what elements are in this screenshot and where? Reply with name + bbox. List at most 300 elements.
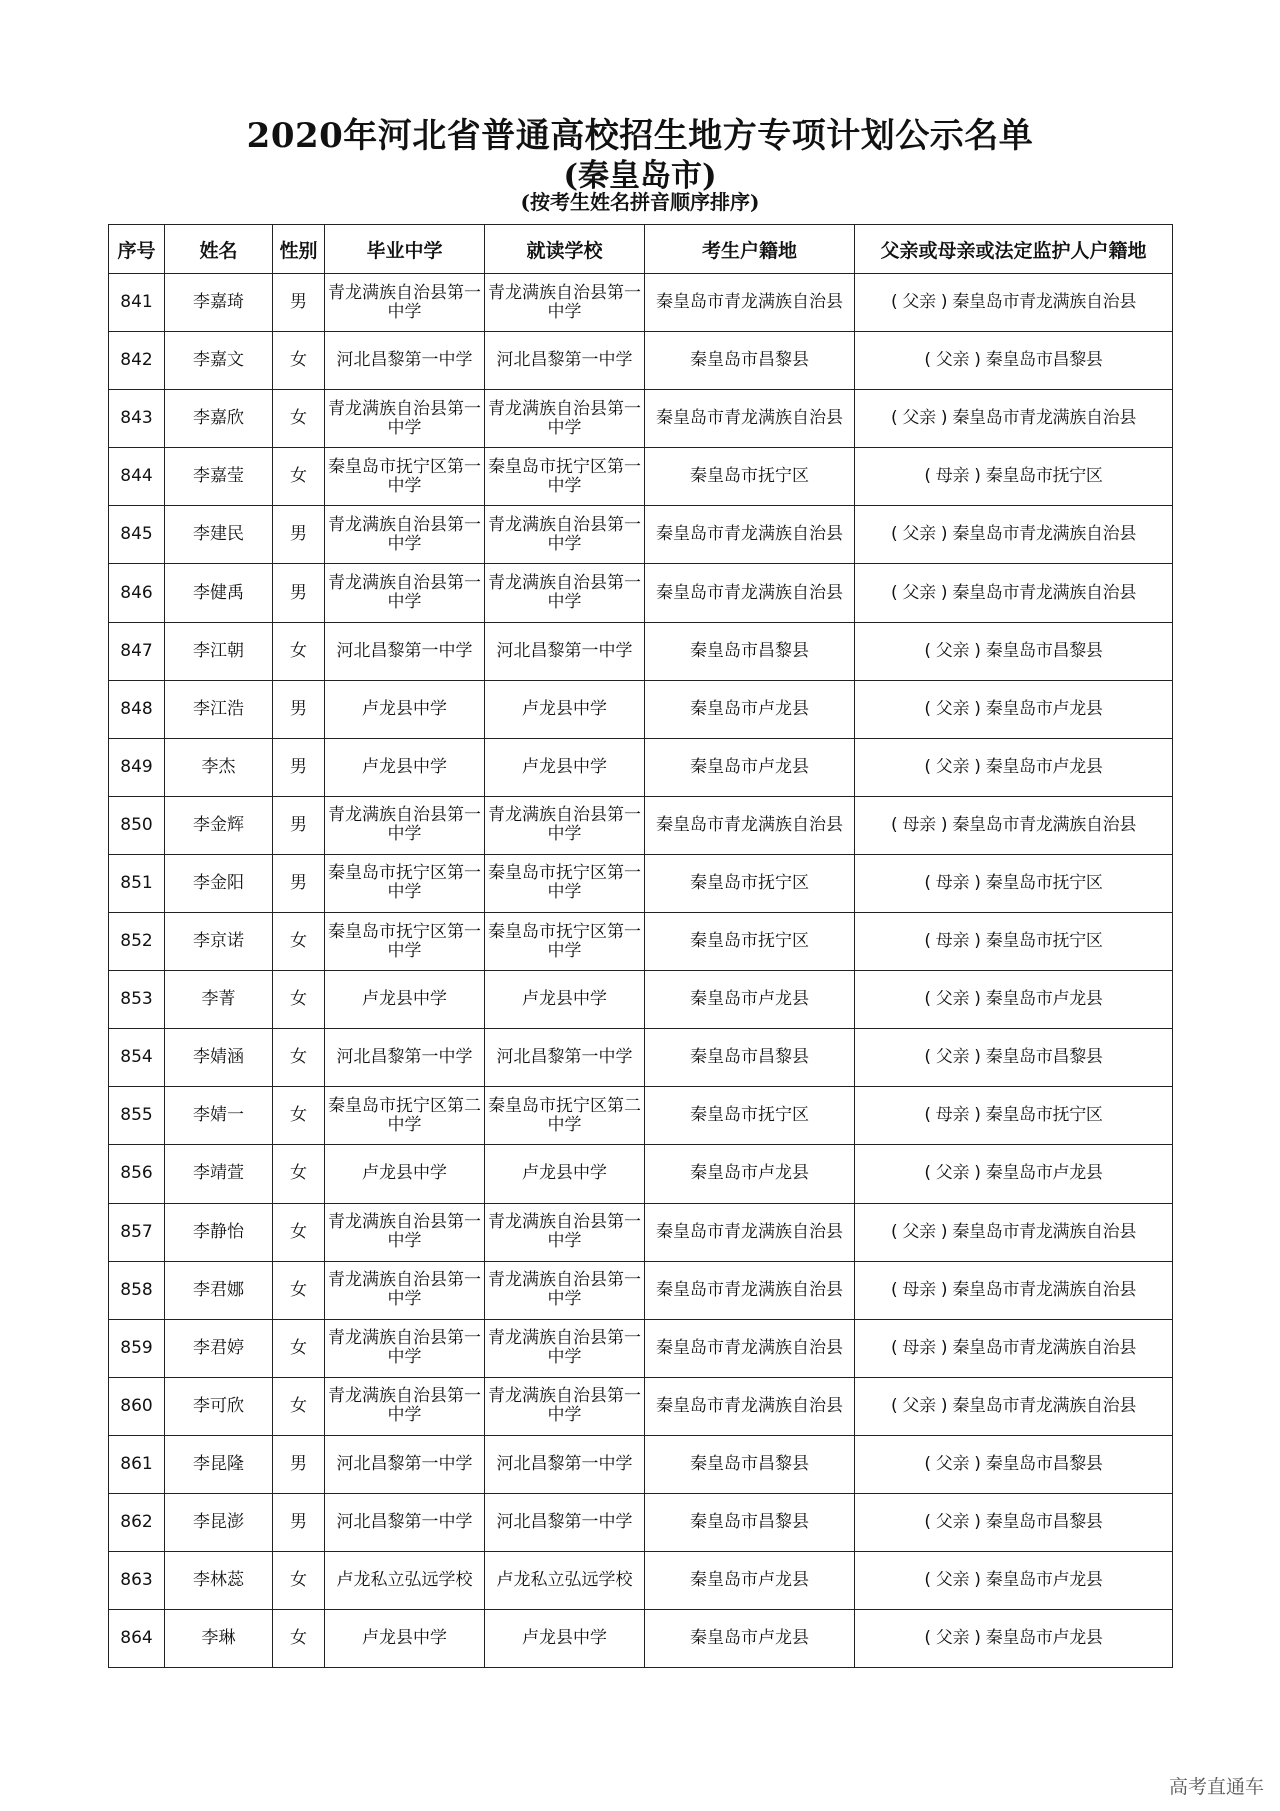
table-row <box>109 913 1173 971</box>
cell-gender: 男 <box>273 796 325 854</box>
cell-guardian-residence <box>855 1087 1173 1145</box>
cell-gender: 女 <box>273 1610 325 1668</box>
cell-guardian-residence <box>855 448 1173 506</box>
cell-residence: 秦皇岛市青龙满族自治县 <box>645 390 855 448</box>
cell-residence: 秦皇岛市卢龙县 <box>645 738 855 796</box>
cell-name: 李金辉 <box>165 796 273 854</box>
cell-seq: 842 <box>109 332 165 390</box>
cell-graduation-school: 青龙满族自治县第一中学 <box>325 1261 485 1319</box>
cell-name: 李昆澎 <box>165 1493 273 1551</box>
open-paren: ( <box>924 1570 936 1591</box>
cell-seq: 861 <box>109 1435 165 1493</box>
cell-current-school: 青龙满族自治县第一中学 <box>485 1261 645 1319</box>
cell-current-school: 青龙满族自治县第一中学 <box>485 390 645 448</box>
cell-residence: 秦皇岛市抚宁区 <box>645 448 855 506</box>
guardian-place: 秦皇岛市昌黎县 <box>985 1047 1103 1068</box>
guardian-place: 秦皇岛市青龙满族自治县 <box>952 408 1137 429</box>
table-row <box>109 332 1173 390</box>
close-paren: ) <box>969 1453 986 1474</box>
cell-seq: 841 <box>109 274 165 332</box>
cell-guardian-residence <box>855 1029 1173 1087</box>
close-paren: ) <box>969 872 986 893</box>
guardian-relation: 父亲 <box>935 1570 970 1591</box>
col-header-name: 姓名 <box>165 225 273 274</box>
cell-residence: 秦皇岛市青龙满族自治县 <box>645 1377 855 1435</box>
guardian-relation: 母亲 <box>935 872 970 893</box>
close-paren: ) <box>935 408 953 429</box>
cell-current-school: 河北昌黎第一中学 <box>485 1029 645 1087</box>
table-row <box>109 1087 1173 1145</box>
close-paren: ) <box>969 1628 986 1649</box>
close-paren: ) <box>969 1105 986 1126</box>
col-header-seq: 序号 <box>109 225 165 274</box>
guardian-place: 秦皇岛市青龙满族自治县 <box>952 292 1137 313</box>
open-paren: ( <box>924 1047 936 1068</box>
guardian-place: 秦皇岛市青龙满族自治县 <box>952 1279 1137 1300</box>
guardian-relation: 父亲 <box>902 582 936 603</box>
cell-seq: 859 <box>109 1319 165 1377</box>
cell-residence: 秦皇岛市青龙满族自治县 <box>645 564 855 622</box>
table-row <box>109 1377 1173 1435</box>
cell-gender: 男 <box>273 1435 325 1493</box>
table-row <box>109 1610 1173 1668</box>
cell-seq: 854 <box>109 1029 165 1087</box>
cell-residence: 秦皇岛市昌黎县 <box>645 1493 855 1551</box>
close-paren: ) <box>969 931 986 952</box>
cell-gender: 男 <box>273 854 325 912</box>
guardian-place: 秦皇岛市抚宁区 <box>985 466 1103 487</box>
guardian-relation: 母亲 <box>935 466 970 487</box>
cell-guardian-residence <box>855 332 1173 390</box>
cell-gender: 女 <box>273 1377 325 1435</box>
guardian-relation: 母亲 <box>902 1279 936 1300</box>
cell-current-school: 卢龙私立弘远学校 <box>485 1552 645 1610</box>
guardian-place: 秦皇岛市卢龙县 <box>985 698 1103 719</box>
open-paren: ( <box>890 814 903 835</box>
table-row <box>109 1319 1173 1377</box>
cell-gender: 女 <box>273 390 325 448</box>
close-paren: ) <box>969 1163 986 1184</box>
open-paren: ( <box>924 931 936 952</box>
guardian-place: 秦皇岛市昌黎县 <box>985 1453 1103 1474</box>
cell-name: 李可欣 <box>165 1377 273 1435</box>
guardian-relation: 母亲 <box>902 814 936 835</box>
guardian-place: 秦皇岛市青龙满族自治县 <box>952 814 1137 835</box>
cell-name: 李君娜 <box>165 1261 273 1319</box>
cell-gender: 女 <box>273 1203 325 1261</box>
cell-graduation-school: 秦皇岛市抚宁区第一中学 <box>325 913 485 971</box>
cell-residence: 秦皇岛市卢龙县 <box>645 971 855 1029</box>
guardian-relation: 父亲 <box>902 1221 936 1242</box>
cell-graduation-school: 卢龙私立弘远学校 <box>325 1552 485 1610</box>
col-header-residence: 考生户籍地 <box>645 225 855 274</box>
cell-seq: 857 <box>109 1203 165 1261</box>
guardian-relation: 父亲 <box>935 1163 970 1184</box>
page-subtitle-sort-note: (按考生姓名拼音顺序排序) <box>520 190 760 214</box>
col-header-guardian-residence: 父亲或母亲或法定监护人户籍地 <box>855 225 1173 274</box>
cell-residence: 秦皇岛市抚宁区 <box>645 854 855 912</box>
cell-current-school: 青龙满族自治县第一中学 <box>485 796 645 854</box>
table-row <box>109 1145 1173 1203</box>
table-row <box>109 274 1173 332</box>
close-paren: ) <box>935 292 953 313</box>
cell-guardian-residence <box>855 390 1173 448</box>
table-row <box>109 854 1173 912</box>
table-row <box>109 1552 1173 1610</box>
guardian-place: 秦皇岛市青龙满族自治县 <box>952 1337 1137 1358</box>
cell-name: 李婧涵 <box>165 1029 273 1087</box>
cell-current-school: 卢龙县中学 <box>485 680 645 738</box>
cell-current-school: 秦皇岛市抚宁区第二中学 <box>485 1087 645 1145</box>
guardian-place: 秦皇岛市抚宁区 <box>985 1105 1103 1126</box>
cell-gender: 男 <box>273 274 325 332</box>
cell-gender: 女 <box>273 1552 325 1610</box>
guardian-place: 秦皇岛市青龙满族自治县 <box>952 524 1137 545</box>
cell-guardian-residence <box>855 1610 1173 1668</box>
cell-seq: 862 <box>109 1493 165 1551</box>
cell-seq: 847 <box>109 622 165 680</box>
cell-current-school: 卢龙县中学 <box>485 971 645 1029</box>
guardian-relation: 父亲 <box>935 640 970 661</box>
guardian-place: 秦皇岛市卢龙县 <box>985 1570 1103 1591</box>
cell-guardian-residence <box>855 1319 1173 1377</box>
table-row <box>109 1203 1173 1261</box>
guardian-place: 秦皇岛市昌黎县 <box>985 350 1103 371</box>
cell-guardian-residence <box>855 971 1173 1029</box>
open-paren: ( <box>890 1337 903 1358</box>
cell-graduation-school: 青龙满族自治县第一中学 <box>325 1377 485 1435</box>
cell-name: 李嘉文 <box>165 332 273 390</box>
cell-seq: 848 <box>109 680 165 738</box>
close-paren: ) <box>969 989 986 1010</box>
open-paren: ( <box>924 872 936 893</box>
cell-current-school: 卢龙县中学 <box>485 1610 645 1668</box>
cell-graduation-school: 青龙满族自治县第一中学 <box>325 390 485 448</box>
cell-residence: 秦皇岛市昌黎县 <box>645 622 855 680</box>
cell-graduation-school: 河北昌黎第一中学 <box>325 1493 485 1551</box>
cell-gender: 男 <box>273 738 325 796</box>
cell-name: 李静怡 <box>165 1203 273 1261</box>
cell-guardian-residence <box>855 1552 1173 1610</box>
table-row <box>109 506 1173 564</box>
cell-gender: 女 <box>273 913 325 971</box>
cell-gender: 女 <box>273 971 325 1029</box>
cell-guardian-residence <box>855 1493 1173 1551</box>
cell-guardian-residence <box>855 564 1173 622</box>
col-header-graduation-school: 毕业中学 <box>325 225 485 274</box>
cell-seq: 863 <box>109 1552 165 1610</box>
cell-name: 李嘉琦 <box>165 274 273 332</box>
cell-seq: 846 <box>109 564 165 622</box>
open-paren: ( <box>924 756 936 777</box>
cell-seq: 855 <box>109 1087 165 1145</box>
cell-graduation-school: 河北昌黎第一中学 <box>325 1029 485 1087</box>
cell-gender: 女 <box>273 622 325 680</box>
cell-gender: 女 <box>273 1087 325 1145</box>
guardian-relation: 父亲 <box>935 1512 970 1533</box>
cell-name: 李健禹 <box>165 564 273 622</box>
col-header-current-school: 就读学校 <box>485 225 645 274</box>
cell-gender: 男 <box>273 506 325 564</box>
guardian-relation: 父亲 <box>935 756 970 777</box>
cell-residence: 秦皇岛市卢龙县 <box>645 680 855 738</box>
cell-graduation-school: 青龙满族自治县第一中学 <box>325 274 485 332</box>
cell-graduation-school: 青龙满族自治县第一中学 <box>325 506 485 564</box>
cell-guardian-residence <box>855 796 1173 854</box>
cell-residence: 秦皇岛市昌黎县 <box>645 1029 855 1087</box>
cell-gender: 男 <box>273 564 325 622</box>
open-paren: ( <box>924 698 936 719</box>
table-row <box>109 1029 1173 1087</box>
guardian-place: 秦皇岛市卢龙县 <box>985 1163 1103 1184</box>
cell-graduation-school: 河北昌黎第一中学 <box>325 1435 485 1493</box>
cell-graduation-school: 青龙满族自治县第一中学 <box>325 796 485 854</box>
cell-guardian-residence <box>855 680 1173 738</box>
cell-graduation-school: 秦皇岛市抚宁区第一中学 <box>325 448 485 506</box>
cell-current-school: 卢龙县中学 <box>485 1145 645 1203</box>
cell-current-school: 秦皇岛市抚宁区第一中学 <box>485 448 645 506</box>
guardian-place: 秦皇岛市卢龙县 <box>985 989 1103 1010</box>
cell-residence: 秦皇岛市抚宁区 <box>645 1087 855 1145</box>
close-paren: ) <box>935 1337 953 1358</box>
open-paren: ( <box>890 524 903 545</box>
guardian-relation: 父亲 <box>935 1453 970 1474</box>
open-paren: ( <box>890 582 903 603</box>
open-paren: ( <box>924 350 936 371</box>
cell-current-school: 河北昌黎第一中学 <box>485 1493 645 1551</box>
close-paren: ) <box>935 582 953 603</box>
open-paren: ( <box>924 1512 936 1533</box>
cell-guardian-residence <box>855 274 1173 332</box>
open-paren: ( <box>924 466 936 487</box>
cell-current-school: 河北昌黎第一中学 <box>485 1435 645 1493</box>
cell-graduation-school: 卢龙县中学 <box>325 1145 485 1203</box>
cell-name: 李金阳 <box>165 854 273 912</box>
cell-current-school: 青龙满族自治县第一中学 <box>485 274 645 332</box>
guardian-relation: 父亲 <box>902 524 936 545</box>
close-paren: ) <box>969 350 986 371</box>
page-title: 2020年河北省普通高校招生地方专项计划公示名单 <box>246 116 1034 156</box>
cell-graduation-school: 青龙满族自治县第一中学 <box>325 564 485 622</box>
cell-residence: 秦皇岛市卢龙县 <box>645 1145 855 1203</box>
cell-gender: 女 <box>273 1261 325 1319</box>
close-paren: ) <box>935 814 953 835</box>
table-body <box>109 274 1173 1668</box>
cell-gender: 女 <box>273 448 325 506</box>
cell-residence: 秦皇岛市青龙满族自治县 <box>645 1319 855 1377</box>
cell-seq: 849 <box>109 738 165 796</box>
cell-graduation-school: 河北昌黎第一中学 <box>325 332 485 390</box>
guardian-place: 秦皇岛市青龙满族自治县 <box>952 1395 1137 1416</box>
cell-seq: 852 <box>109 913 165 971</box>
page-subtitle-city: (秦皇岛市) <box>563 158 717 194</box>
guardian-relation: 母亲 <box>935 931 970 952</box>
open-paren: ( <box>890 1279 903 1300</box>
cell-guardian-residence <box>855 506 1173 564</box>
guardian-relation: 父亲 <box>902 1395 936 1416</box>
cell-current-school: 青龙满族自治县第一中学 <box>485 506 645 564</box>
cell-seq: 858 <box>109 1261 165 1319</box>
cell-graduation-school: 卢龙县中学 <box>325 680 485 738</box>
cell-guardian-residence <box>855 622 1173 680</box>
cell-residence: 秦皇岛市卢龙县 <box>645 1610 855 1668</box>
cell-residence: 秦皇岛市昌黎县 <box>645 332 855 390</box>
cell-name: 李靖萱 <box>165 1145 273 1203</box>
guardian-place: 秦皇岛市昌黎县 <box>985 1512 1103 1533</box>
cell-guardian-residence <box>855 1377 1173 1435</box>
guardian-place: 秦皇岛市昌黎县 <box>985 640 1103 661</box>
guardian-place: 秦皇岛市青龙满族自治县 <box>952 582 1137 603</box>
cell-name: 李昆隆 <box>165 1435 273 1493</box>
cell-seq: 853 <box>109 971 165 1029</box>
cell-name: 李嘉欣 <box>165 390 273 448</box>
guardian-relation: 父亲 <box>902 408 936 429</box>
roster-table <box>108 224 1173 1668</box>
close-paren: ) <box>935 524 953 545</box>
cell-seq: 864 <box>109 1610 165 1668</box>
guardian-relation: 母亲 <box>935 1105 970 1126</box>
cell-seq: 860 <box>109 1377 165 1435</box>
table-row <box>109 1493 1173 1551</box>
cell-current-school: 河北昌黎第一中学 <box>485 622 645 680</box>
guardian-relation: 父亲 <box>935 1628 970 1649</box>
cell-residence: 秦皇岛市青龙满族自治县 <box>645 1261 855 1319</box>
guardian-relation: 母亲 <box>902 1337 936 1358</box>
cell-gender: 女 <box>273 1029 325 1087</box>
cell-current-school: 秦皇岛市抚宁区第一中学 <box>485 913 645 971</box>
cell-name: 李婧一 <box>165 1087 273 1145</box>
table-row <box>109 390 1173 448</box>
cell-name: 李建民 <box>165 506 273 564</box>
cell-current-school: 河北昌黎第一中学 <box>485 332 645 390</box>
cell-name: 李江浩 <box>165 680 273 738</box>
guardian-relation: 父亲 <box>935 1047 970 1068</box>
close-paren: ) <box>969 756 986 777</box>
close-paren: ) <box>969 698 986 719</box>
cell-seq: 850 <box>109 796 165 854</box>
open-paren: ( <box>924 640 936 661</box>
close-paren: ) <box>935 1279 953 1300</box>
cell-residence: 秦皇岛市青龙满族自治县 <box>645 796 855 854</box>
open-paren: ( <box>890 408 903 429</box>
open-paren: ( <box>924 1105 936 1126</box>
cell-name: 李嘉莹 <box>165 448 273 506</box>
cell-gender: 男 <box>273 680 325 738</box>
close-paren: ) <box>935 1221 953 1242</box>
cell-graduation-school: 卢龙县中学 <box>325 738 485 796</box>
guardian-relation: 父亲 <box>902 292 936 313</box>
table-row <box>109 738 1173 796</box>
cell-gender: 男 <box>273 1493 325 1551</box>
cell-residence: 秦皇岛市抚宁区 <box>645 913 855 971</box>
cell-graduation-school: 青龙满族自治县第一中学 <box>325 1319 485 1377</box>
guardian-relation: 父亲 <box>935 698 970 719</box>
table-row <box>109 622 1173 680</box>
cell-graduation-school: 卢龙县中学 <box>325 1610 485 1668</box>
table-row <box>109 448 1173 506</box>
open-paren: ( <box>890 292 903 313</box>
cell-graduation-school: 秦皇岛市抚宁区第二中学 <box>325 1087 485 1145</box>
cell-guardian-residence <box>855 738 1173 796</box>
cell-guardian-residence <box>855 1145 1173 1203</box>
cell-guardian-residence <box>855 854 1173 912</box>
close-paren: ) <box>935 1395 953 1416</box>
cell-graduation-school: 河北昌黎第一中学 <box>325 622 485 680</box>
table-row <box>109 971 1173 1029</box>
cell-current-school: 卢龙县中学 <box>485 738 645 796</box>
close-paren: ) <box>969 1047 986 1068</box>
table-row <box>109 564 1173 622</box>
guardian-place: 秦皇岛市卢龙县 <box>985 756 1103 777</box>
close-paren: ) <box>969 1512 986 1533</box>
guardian-place: 秦皇岛市抚宁区 <box>985 872 1103 893</box>
guardian-relation: 父亲 <box>935 989 970 1010</box>
open-paren: ( <box>924 1163 936 1184</box>
cell-residence: 秦皇岛市青龙满族自治县 <box>645 1203 855 1261</box>
cell-seq: 856 <box>109 1145 165 1203</box>
cell-gender: 女 <box>273 332 325 390</box>
close-paren: ) <box>969 640 986 661</box>
cell-name: 李杰 <box>165 738 273 796</box>
cell-guardian-residence <box>855 1203 1173 1261</box>
cell-residence: 秦皇岛市青龙满族自治县 <box>645 274 855 332</box>
close-paren: ) <box>969 1570 986 1591</box>
cell-name: 李君婷 <box>165 1319 273 1377</box>
guardian-place: 秦皇岛市卢龙县 <box>985 1628 1103 1649</box>
cell-residence: 秦皇岛市青龙满族自治县 <box>645 506 855 564</box>
guardian-relation: 父亲 <box>935 350 970 371</box>
open-paren: ( <box>924 1453 936 1474</box>
watermark: 高考直通车 <box>1168 1776 1264 1798</box>
cell-current-school: 青龙满族自治县第一中学 <box>485 1377 645 1435</box>
cell-current-school: 青龙满族自治县第一中学 <box>485 564 645 622</box>
table-row <box>109 680 1173 738</box>
open-paren: ( <box>924 989 936 1010</box>
cell-seq: 845 <box>109 506 165 564</box>
cell-name: 李京诺 <box>165 913 273 971</box>
cell-current-school: 青龙满族自治县第一中学 <box>485 1203 645 1261</box>
col-header-gender: 性别 <box>273 225 325 274</box>
cell-current-school: 青龙满族自治县第一中学 <box>485 1319 645 1377</box>
cell-graduation-school: 秦皇岛市抚宁区第一中学 <box>325 854 485 912</box>
table-row <box>109 1435 1173 1493</box>
cell-graduation-school: 卢龙县中学 <box>325 971 485 1029</box>
cell-residence: 秦皇岛市昌黎县 <box>645 1435 855 1493</box>
open-paren: ( <box>924 1628 936 1649</box>
cell-guardian-residence <box>855 913 1173 971</box>
cell-residence: 秦皇岛市卢龙县 <box>645 1552 855 1610</box>
guardian-place: 秦皇岛市抚宁区 <box>985 931 1103 952</box>
cell-name: 李江朝 <box>165 622 273 680</box>
table-row <box>109 796 1173 854</box>
cell-name: 李琳 <box>165 1610 273 1668</box>
table-header-row <box>109 225 1173 274</box>
cell-name: 李林蕊 <box>165 1552 273 1610</box>
cell-seq: 843 <box>109 390 165 448</box>
close-paren: ) <box>969 466 986 487</box>
cell-guardian-residence <box>855 1435 1173 1493</box>
open-paren: ( <box>890 1221 903 1242</box>
cell-seq: 851 <box>109 854 165 912</box>
cell-graduation-school: 青龙满族自治县第一中学 <box>325 1203 485 1261</box>
cell-current-school: 秦皇岛市抚宁区第一中学 <box>485 854 645 912</box>
cell-name: 李菁 <box>165 971 273 1029</box>
cell-guardian-residence <box>855 1261 1173 1319</box>
table-row <box>109 1261 1173 1319</box>
guardian-place: 秦皇岛市青龙满族自治县 <box>952 1221 1137 1242</box>
cell-gender: 女 <box>273 1145 325 1203</box>
open-paren: ( <box>890 1395 903 1416</box>
